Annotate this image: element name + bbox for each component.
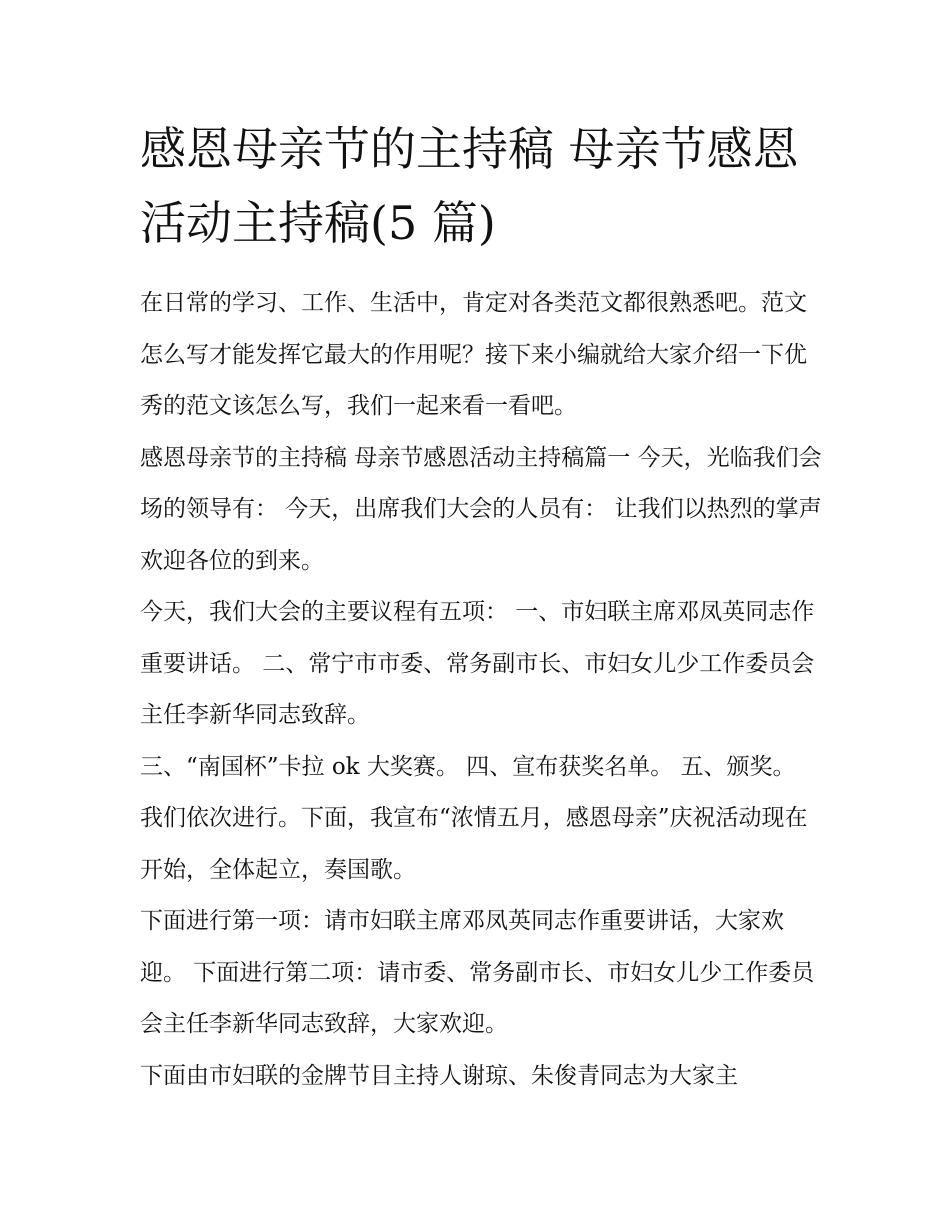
paragraph-agenda-continued: 三、“南国杯”卡拉 ok 大奖赛。 四、宣布获奖名单。 五、颁奖。 我们依次进行。下面，我宣布“浓情五月，感恩母亲”庆祝活动现在开始，全体起立，奏国歌。 (140, 753, 808, 883)
document-title: 感恩母亲节的主持稿 母亲节感恩活动主持稿(5 篇) (140, 122, 799, 250)
paragraph-items: 下面进行第一项：请市妇联主席邓凤英同志作重要讲话，大家欢迎。 下面进行第二项：请市委、常务副市长、市妇女儿少工作委员会主任李新华同志致辞，大家欢迎。 (140, 908, 815, 1037)
document-body (140, 278, 825, 1102)
paragraph-intro: 在日常的学习、工作、生活中，肯定对各类范文都很熟悉吧。范文怎么写才能发挥它最大的作用呢？接下来小编就给大家介绍一下优秀的范文该怎么写，我们一起来看一看吧。 (140, 290, 807, 419)
paragraph-hosts: 下面由市妇联的金牌节目主持人谢琼、朱俊青同志为大家主 (140, 1062, 738, 1089)
paragraph-agenda: 今天，我们大会的主要议程有五项： 一、市妇联主席邓凤英同志作重要讲话。 二、常宁市市委、常务副市长、市妇女儿少工作委员会主任李新华同志致辞。 (140, 599, 815, 728)
paragraph-opening: 感恩母亲节的主持稿 母亲节感恩活动主持稿篇一 今天，光临我们会场的领导有： 今天，出席我们大会的人员有： 让我们以热烈的掌声欢迎各位的到来。 (140, 444, 822, 574)
